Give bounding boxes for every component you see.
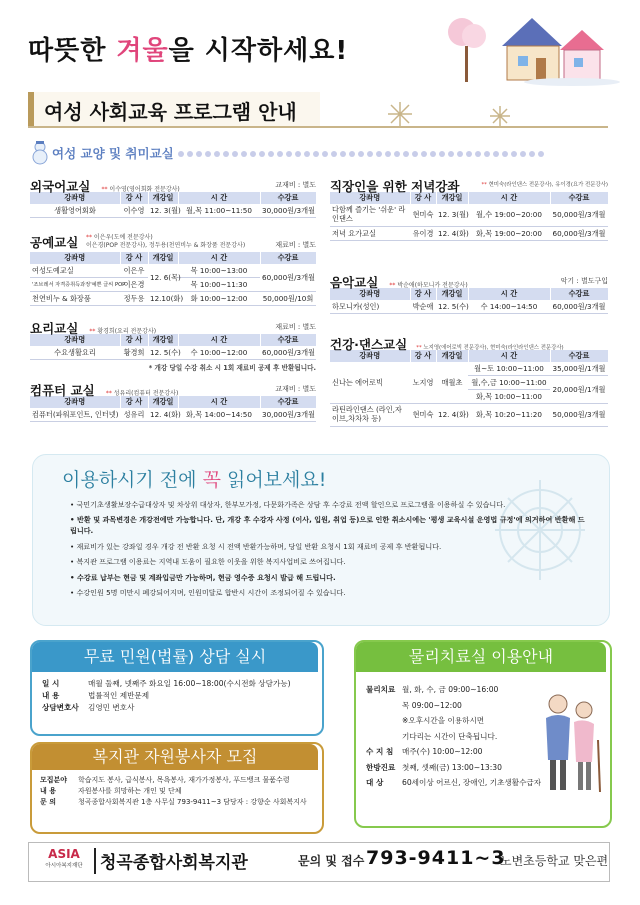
list-item: 일 시 매월 둘째, 넷째주 화요일 16:00~18:00(수시전화 상담가능) xyxy=(42,679,291,688)
list-item: • 수강료 납부는 현금 및 계좌입금만 가능하며, 현금 영수증 요청시 발급 해 드립니다. xyxy=(70,572,336,582)
col-header: 개강일 xyxy=(148,396,178,408)
list-item: • 재료비가 있는 강좌일 경우 개강 전 반환 요청 시 전액 반환가능하며, 당일 반환 요청시 1회 재료비 공제 후 반환됩니다. xyxy=(70,541,442,551)
volunteer-rows xyxy=(40,775,316,809)
col-header: 강 사 xyxy=(120,334,148,346)
program-table xyxy=(30,334,317,360)
col-header: 시 간 xyxy=(178,192,260,204)
col-header: 개강일 xyxy=(436,288,468,300)
physio-title: 물리치료실 이용안내 xyxy=(408,647,554,666)
table-row: 신나는 에어로빅 노지영 매월초 월~토 10:00~11:00 35,000원/1개월 xyxy=(330,362,608,376)
col-header: 강좌명 xyxy=(330,350,410,362)
col-header: 강좌명 xyxy=(30,396,120,408)
col-header: 개강일 xyxy=(148,334,178,346)
legal-title: 무료 민원(법률) 상담 실시 xyxy=(83,647,267,666)
snowman-icon xyxy=(30,140,50,164)
physio-rows xyxy=(366,682,546,791)
program-table xyxy=(30,396,317,422)
col-header: 수강료 xyxy=(550,192,608,204)
col-header: 시 간 xyxy=(178,334,260,346)
col-header: 강 사 xyxy=(410,350,436,362)
teacher-note: 이은경(POP 전문강사), 정두용(천연비누 & 화장품 전문강사) xyxy=(86,242,246,249)
col-header: 개강일 xyxy=(436,192,468,204)
col-header: 강 사 xyxy=(120,192,148,204)
table-row: 다함께 즐기는 '쉬운' 라인댄스 현미숙 12. 3(월) 월,수 19:00~20:00 50,000원/3개월 xyxy=(330,204,608,227)
location-text: 노변초등학교 맞은편 xyxy=(500,854,609,868)
side-note: 재료비 : 별도 xyxy=(275,241,316,249)
list-item: 내 용 법률적인 제반문제 xyxy=(42,691,150,701)
col-header: 강좌명 xyxy=(30,334,120,346)
col-header: 수강료 xyxy=(260,192,316,204)
list-item: 한방진료 첫째, 셋째(금) 13:00~13:30 xyxy=(366,762,502,772)
side-note: 교재비 : 별도 xyxy=(275,385,316,393)
table-row: 저녁 요가교실 유이경 12. 4(화) 화,목 19:00~20:00 60,000원/3개월 xyxy=(330,227,608,241)
program-craft: 공예교실 ** 이은우(도예 전문강사) 이은경(POP 전문강사), 정두용(천연비누 & 화장품 전문강사) 재료비 : 별도 강좌명 강 사 개강일 시 간 수강료 여성도예교실 이은우 12. 6(목) 목 10:00~13:00 60,000원/3개월 '조브레서 자격증취득과정'예쁜 글씨 POP 이은경 목 10:00~11:30 천연비누 & 화장품 정두용 12.10(화) 화 10:00~12:00 50,000원/10회 xyxy=(30,232,316,306)
program-computer: 컴퓨터 교실 ** 성유리(컴퓨터 전문강사) 교재비 : 별도 강좌명 강 사 개강일 시 간 수강료 컴퓨터(파워포인트, 인터넷) 성유리 12. 4(화) 화,목 14:00~14:50 30,000원/3개월 xyxy=(30,380,316,422)
program-table xyxy=(30,252,317,306)
program-foreign: 외국어교실 ** 이수영(영어회화 전문강사) 교재비 : 별도 강좌명 강 사 개강일 시 간 수강료 생활영어회화 이수영 12. 3(월) 월,목 11:00~11:50 30,000원/3개월 xyxy=(30,176,316,218)
notice-title: 이용하시기 전에 꼭 읽어보세요! xyxy=(62,469,327,491)
side-note: 재료비 : 별도 xyxy=(275,323,316,331)
teacher-note: 노지영(에어로빅 전문강사), 현미숙(라인라인댄스 전문강사) xyxy=(423,345,564,351)
col-header: 개강일 xyxy=(436,350,468,362)
col-header: 수강료 xyxy=(550,350,608,362)
section-title: 여성 교양 및 취미교실 xyxy=(52,146,174,161)
physio-card-header xyxy=(356,642,606,672)
col-header: 수강료 xyxy=(550,288,608,300)
col-header: 수강료 xyxy=(260,252,316,264)
hero-title: 따뜻한 겨울을 시작하세요! xyxy=(28,36,349,66)
list-item: 물리치료 월, 화, 수, 금 09:00~16:00 xyxy=(366,685,499,694)
list-item: 기다리는 시간이 단축됩니다. xyxy=(402,731,498,741)
table-row: 월,수,금 10:00~11:00 20,000원/1개월 xyxy=(330,376,608,390)
list-item: • 수강인원 5명 미만시 폐강되어지며, 인원미달로 합반시 시간이 조정되어질 수 있습니다. xyxy=(70,588,346,598)
col-header: 강 사 xyxy=(410,192,436,204)
table-row: 수요생활요리 황경희 12. 5(수) 수 10:00~12:00 60,000원/3개월 xyxy=(30,346,316,360)
list-item: 내 용 자원봉사를 희망하는 개인 및 단체 xyxy=(40,787,182,796)
list-item: 문 의 청곡종합사회복지관 1층 사무실 793-9411~3 담당자 : 강향순 사회복지사 xyxy=(40,798,307,807)
table-row: 생활영어회화 이수영 12. 3(월) 월,목 11:00~11:50 30,000원/3개월 xyxy=(30,204,316,218)
banner-title: 여성 사회교육 프로그램 안내 xyxy=(44,100,297,124)
list-item: 수 지 침 매주(수) 10:00~12:00 xyxy=(366,747,483,757)
program-title: 음악교실 xyxy=(330,275,379,290)
col-header: 강 사 xyxy=(120,396,148,408)
table-row: 천연비누 & 화장품 정두용 12.10(화) 화 10:00~12:00 50,000원/10회 xyxy=(30,292,316,306)
volunteer-card-header xyxy=(32,744,318,770)
program-health: 건강·댄스교실 ** 노지영(에어로빅 전문강사), 현미숙(라인라인댄스 전문강사) 강좌명 강 사 개강일 시 간 수강료 신나는 에어로빅 노지영 매월초 월~토 10:00~11:00 35,000원/1개월 월,수,금 10:00~11:00 20,000원/1개월 화,목 10:00~11:00 라틴라인댄스 (라인,자이브,차차차 등) 현미숙 12. 4(화) 화,목 10:20~11:20 50,000원/3개월 xyxy=(330,334,608,427)
side-note: 악기 : 별도구입 xyxy=(560,277,608,285)
legal-card-header xyxy=(32,642,318,672)
col-header: 시 간 xyxy=(468,288,550,300)
col-header: 시 간 xyxy=(178,252,260,264)
program-title: 건강·댄스교실 xyxy=(330,337,408,352)
legal-rows xyxy=(42,678,312,714)
contact-label: 문의 및 접수 xyxy=(298,854,365,868)
col-header: 강 사 xyxy=(410,288,436,300)
footnote: * 개강 당일 수강 취소 시 1회 재료비 공제 후 반환됩니다. xyxy=(148,364,316,372)
col-header: 수강료 xyxy=(260,334,316,346)
program-music: 음악교실 ** 박순애(하모니카 전문강사) 악기 : 별도구입 강좌명 강 사 개강일 시 간 수강료 하모니카(성인) 박순애 12. 5(수) 수 14:00~14:50 60,000원/3개월 xyxy=(330,272,608,314)
list-item: 대 상 60세이상 어르신, 장애인, 기초생활수급자 xyxy=(366,778,542,788)
table-row: 화,목 10:00~11:00 xyxy=(330,390,608,404)
banner-underline xyxy=(28,126,608,128)
table-row: 여성도예교실 이은우 12. 6(목) 목 10:00~13:00 60,000원/3개월 xyxy=(30,264,316,278)
table-row: 컴퓨터(파워포인트, 인터넷) 성유리 12. 4(화) 화,목 14:00~14:50 30,000원/3개월 xyxy=(30,408,316,422)
program-title: 외국어교실 xyxy=(30,179,91,194)
program-title: 요리교실 xyxy=(30,321,79,336)
table-row: 하모니카(성인) 박순애 12. 5(수) 수 14:00~14:50 60,000원/3개월 xyxy=(330,300,608,314)
program-table xyxy=(330,350,609,427)
list-item: 모집분야 학습지도 봉사, 급식봉사, 목욕봉사, 재가가정봉사, 푸드뱅크 물품수령 xyxy=(40,776,290,784)
program-title: 직장인을 위한 저녁강좌 xyxy=(330,179,460,194)
teacher-note: 박순애(하모니카 전문강사) xyxy=(397,282,468,289)
program-table xyxy=(330,288,609,314)
side-note: 교재비 : 별도 xyxy=(275,181,316,189)
section-dots xyxy=(178,151,544,157)
table-row: '조브레서 자격증취득과정'예쁜 글씨 POP 이은경 목 10:00~11:30 xyxy=(30,278,316,292)
list-item: 목 09:00~12:00 xyxy=(402,700,462,710)
col-header: 시 간 xyxy=(468,192,550,204)
teacher-note: 현미숙(라인댄스 전문강사), 유이경(요가 전문강사) xyxy=(488,182,608,188)
program-work: 직장인을 위한 저녁강좌 ** 현미숙(라인댄스 전문강사), 유이경(요가 전문강사) 강좌명 강 사 개강일 시 간 수강료 다함께 즐기는 '쉬운' 라인댄스 현미숙 12. 3(월) 월,수 19:00~20:00 50,000원/3개월 저녁 요가교실 유이경 12. 4(화) 화,목 19:00~20:00 60,000원/3개월 xyxy=(330,176,608,241)
col-header: 강 사 xyxy=(120,252,148,264)
teacher-note: 성유리(컴퓨터 전문강사) xyxy=(113,390,179,397)
list-item: • 반환 및 과목변경은 개강전에만 가능합니다. 단, 개강 후 수강자 사정 (이사, 입원, 취업 등)으로 인한 취소시에는 '평생 교육시설 운영법 규정'에 의거하여 반환해 드립니다. xyxy=(70,515,585,536)
footer-separator xyxy=(94,848,96,874)
program-title: 컴퓨터 교실 xyxy=(30,383,95,398)
asia-logo: ASIA 아시아복지재단 xyxy=(45,847,83,869)
list-item: ※오후시간을 이용하시면 xyxy=(402,716,485,726)
program-table xyxy=(330,192,609,241)
phone-number[interactable]: 793-9411~3 xyxy=(366,847,506,869)
col-header: 강좌명 xyxy=(30,252,120,264)
snowflake-icon xyxy=(380,92,520,136)
col-header: 개강일 xyxy=(148,192,178,204)
list-item: • 국민기초생활보장수급대상자 및 차상위 대상자, 한부모가정, 다문화가족은 상담 후 수강료 전액 할인으로 프로그램을 이용하실 수 있습니다. xyxy=(70,500,506,509)
col-header: 개강일 xyxy=(148,252,178,264)
teacher-note: 이은우(도예 전문강사) xyxy=(93,234,153,241)
col-header: 시 간 xyxy=(178,396,260,408)
volunteer-title: 복지관 자원봉사자 모집 xyxy=(92,747,258,766)
col-header: 시 간 xyxy=(468,350,550,362)
house-illustration xyxy=(432,6,622,86)
table-row: 라틴라인댄스 (라인,자이브,차차차 등) 현미숙 12. 4(화) 화,목 10:20~11:20 50,000원/3개월 xyxy=(330,404,608,427)
col-header: 강좌명 xyxy=(330,288,410,300)
program-title: 공예교실 xyxy=(30,235,79,250)
program-table xyxy=(30,192,317,218)
col-header: 강좌명 xyxy=(30,192,120,204)
list-item: 상담변호사 김영민 변호사 xyxy=(42,703,135,713)
teacher-note: 이수영(영어회화 전문강사) xyxy=(109,186,180,193)
elderly-couple-illustration xyxy=(538,690,602,794)
program-cook: 요리교실 ** 황경희(요리 전문강사) 재료비 : 별도 강좌명 강 사 개강일 시 간 수강료 수요생활요리 황경희 12. 5(수) 수 10:00~12:00 60,000원/3개월 * 개강 당일 수강 취소 시 1회 재료비 공제 후 반환됩니다. xyxy=(30,321,316,372)
col-header: 수강료 xyxy=(260,396,316,408)
list-item: • 복지관 프로그램 이용료는 지역내 도움이 필요한 이웃을 위한 복지사업비로 쓰여집니다. xyxy=(70,557,346,567)
col-header: 강좌명 xyxy=(330,192,410,204)
teacher-note: 황경희(요리 전문강사) xyxy=(97,328,157,335)
center-name: 청곡종합사회복지관 xyxy=(100,853,248,873)
notice-list xyxy=(70,500,590,604)
